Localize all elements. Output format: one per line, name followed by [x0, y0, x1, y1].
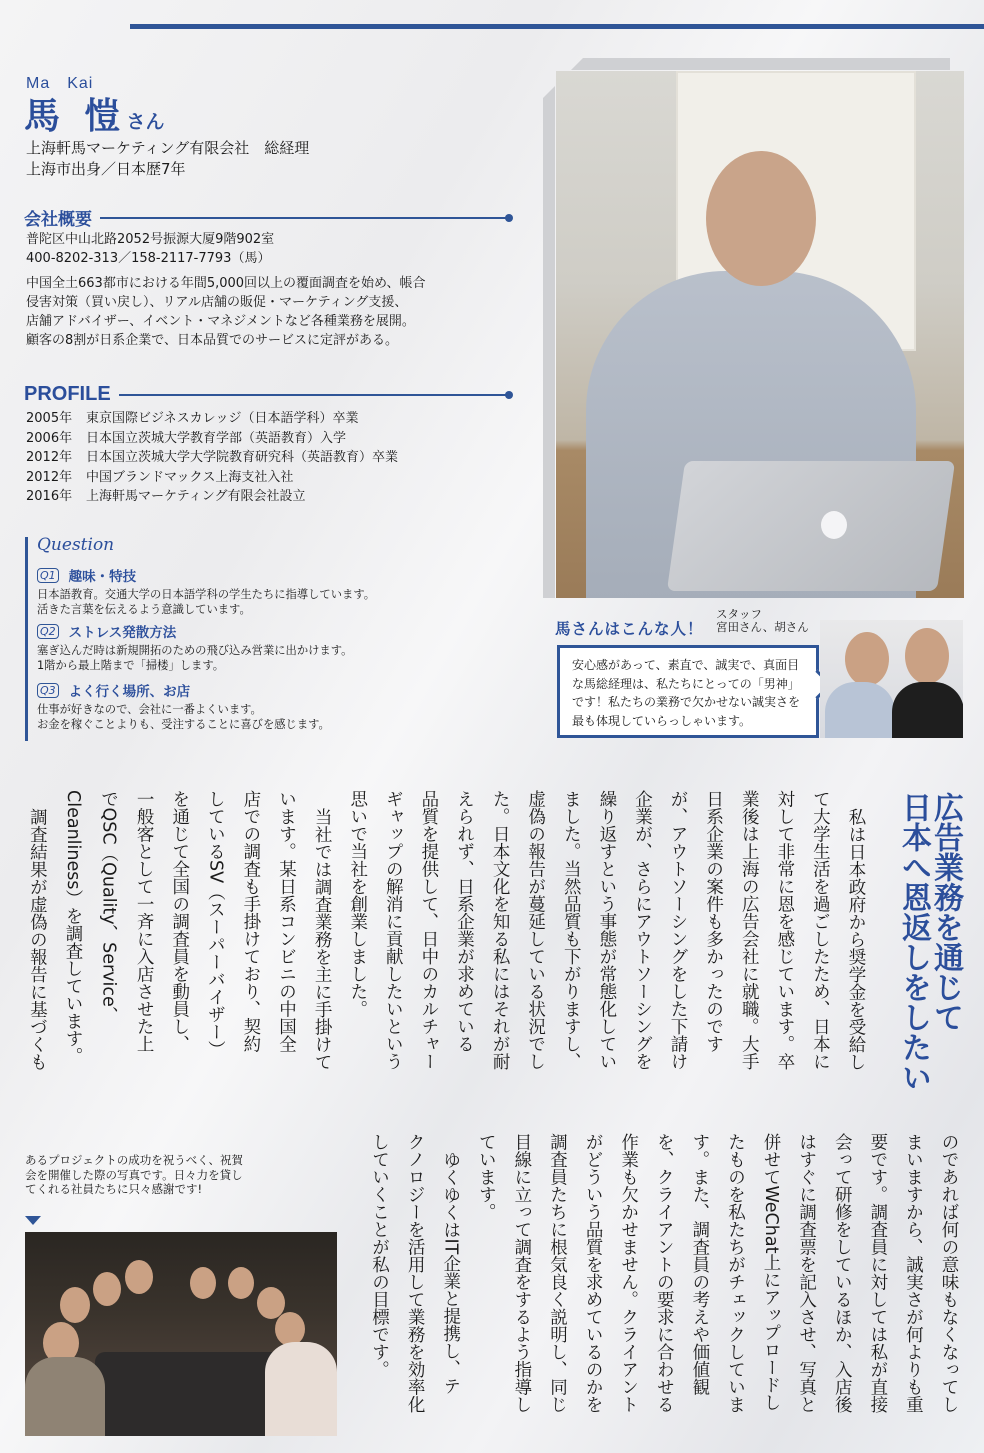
name-kanji	[24, 88, 165, 139]
desc-line: 中国全土663都市における年間5,000回以上の覆面調査を始め、帳合	[26, 276, 426, 291]
origin: 上海市出身／日本歴7年	[26, 160, 186, 178]
text-column: て大学生活を過ごしたため、日本に	[810, 790, 831, 1070]
question-text: よく行く場所、お店	[68, 684, 191, 700]
answer-line: 活きた言葉を伝えるよう意識しています。	[37, 602, 251, 616]
article-upper-body	[19, 790, 873, 1070]
answer-line: 仕事が好きなので、会社に一番よくいます。	[37, 703, 262, 716]
person-body	[265, 1342, 337, 1436]
text-column: 私は日本政府から奨学金を受給し	[846, 807, 866, 1070]
text-column: 思いで当社を創業しました。	[347, 790, 368, 1018]
staff-face	[905, 628, 949, 684]
history-event: 中国ブランドマックス上海支社入社	[86, 469, 294, 485]
text-column: 対して非常に恩を感じています。卒	[774, 790, 795, 1070]
staff-quote: 安心感があって、素直で、誠実で、真面目な馬総経理は、私たちにとっての「男神」です！私たちの業務で欠かせない誠実さを最も体現していらっしゃいます。	[572, 658, 801, 728]
question-item	[37, 680, 495, 732]
text-column: を通じて全国の調査員を動員し、	[169, 790, 190, 1053]
text-column: 要です。調査員に対しては私が直接	[867, 1133, 888, 1413]
question-item	[37, 621, 495, 673]
staff-photo	[820, 620, 963, 738]
top-rule	[130, 24, 984, 29]
job-title: 上海軒馬マーケティング有限会社 総経理	[26, 139, 310, 157]
text-column: 調査員たちに根気良く説明し、同じ	[547, 1133, 568, 1413]
company-heading	[24, 205, 510, 230]
history-event: 東京国際ビジネスカレッジ（日本語学科）卒業	[86, 411, 359, 426]
history-row	[26, 448, 398, 468]
text-column: ています。	[476, 1133, 497, 1221]
text-column: はすぐに調査票を記入させ、写真と	[796, 1133, 817, 1413]
text-column: が、アウトソーシングをした下請け	[668, 790, 689, 1070]
question-heading: Question	[37, 535, 115, 555]
text-column: ギャップの解消に貢献したいという	[383, 790, 404, 1070]
article-headline	[897, 792, 961, 1092]
text-column: たものを私たちがチェックしていま	[725, 1133, 746, 1413]
portrait-photo	[556, 71, 964, 598]
staff-quote-bubble	[557, 645, 819, 738]
person-face	[228, 1267, 254, 1299]
question-number: Q1	[37, 568, 59, 583]
text-column: 会って研修をしているほか、入店後	[832, 1133, 853, 1413]
answer-line: 塞ぎ込んだ時は新規開拓のための飛び込み営業に出かけます。	[37, 644, 353, 657]
profile-history	[26, 409, 398, 507]
text-column: 併せてWeChat上にアップロードし	[761, 1133, 782, 1411]
photo-caption: あるプロジェクトの成功を祝うべく、祝賀会を開催した際の写真です。日々力を貸してくれる社員たちに只々感謝です!	[25, 1153, 244, 1196]
company-address: 普陀区中山北路2052号振源大厦9階902室	[26, 232, 275, 247]
person-face	[125, 1260, 153, 1294]
answer-line: お金を稼ぐことよりも、受注することに喜びを感じます。	[37, 717, 330, 731]
role-info	[26, 138, 309, 180]
laptop	[667, 461, 955, 591]
history-event: 日本国立茨城大学大学院教育研究科（英語教育）卒業	[86, 450, 399, 465]
person-face	[60, 1287, 90, 1323]
staff-names	[716, 608, 809, 634]
article-lower-body	[361, 1133, 966, 1413]
text-column: す。また、調査員の考えや価値観	[689, 1133, 710, 1396]
heading-rule	[100, 217, 510, 219]
answer-line: 日本語教育。交通大学の日本語学科の学生たちに指導しています。	[37, 588, 376, 601]
question-item	[37, 565, 495, 617]
text-column: 虚偽の報告が蔓延している状況でし	[525, 790, 546, 1070]
company-contact	[26, 231, 274, 268]
staff-face	[845, 632, 889, 686]
company-heading-text: 会社概要	[24, 210, 92, 230]
person-body	[25, 1357, 105, 1436]
question-box	[25, 537, 495, 741]
desc-line: 顧客の8割が日系企業で、日本品質でのサービスに定評がある。	[26, 333, 399, 348]
history-year: 2006年	[26, 430, 73, 446]
text-column: でQSC（Quality、Service、	[98, 790, 119, 1025]
staff-body	[892, 682, 963, 738]
headline-line: 日本へ恩返しをしたい	[896, 792, 931, 1092]
question-number: Q2	[37, 624, 59, 639]
text-column: 目線に立って調査をするよう指導し	[511, 1133, 532, 1413]
text-column: を、クライアントの要求に合わせる	[654, 1133, 675, 1413]
company-description	[26, 274, 426, 350]
headline-line: 広告業務を通じて	[928, 792, 963, 1032]
text-column: まいますから、誠実さが何よりも重	[903, 1133, 924, 1413]
history-event: 日本国立茨城大学教育学部（英語教育）入学	[86, 430, 347, 446]
history-year: 2005年	[26, 411, 73, 426]
text-column: 繰り返すという事態が常態化してい	[596, 790, 617, 1070]
text-column: 調査結果が虚偽の報告に基づくも	[27, 807, 48, 1070]
text-column: がどういう品質を求めているのかを	[583, 1133, 604, 1413]
person-face	[190, 1267, 216, 1299]
question-number: Q3	[37, 683, 59, 698]
profile-heading-text: PROFILE	[24, 383, 111, 405]
text-column: えられず、日系企業が求めている	[454, 790, 475, 1053]
desc-line: 店舗アドバイザー、イベント・マネジメントなど各種業務を展開。	[26, 314, 415, 329]
name-kanji-text: 馬 愷	[24, 96, 127, 137]
person-face	[93, 1272, 121, 1306]
answer-line: 1階から最上階まで「掃楼」します。	[37, 658, 225, 672]
history-row	[26, 468, 398, 488]
staff-heading: 馬さんはこんな人！	[555, 620, 704, 638]
text-column: Cleanliness）を調査しています。	[62, 790, 83, 1065]
text-column: 作業も欠かせません。クライアント	[618, 1133, 639, 1413]
text-column: 企業が、さらにアウトソーシングを	[632, 790, 653, 1070]
caption-pointer-icon	[25, 1216, 41, 1225]
text-column: 当社では調査業務を主に手掛けて	[312, 807, 333, 1070]
staff-label: スタッフ	[716, 607, 762, 621]
text-column: た。日本文化を知る私にはそれが耐	[490, 790, 511, 1070]
history-year: 2016年	[26, 489, 73, 504]
staff-name-list: 宮田さん、胡さん	[716, 620, 809, 634]
party-photo	[25, 1232, 337, 1436]
text-column: のであれば何の意味もなくなってし	[939, 1133, 959, 1413]
desc-line: 侵害対策（買い戻し）、リアル店舗の販促・マーケティング支援、	[26, 295, 408, 310]
history-row	[26, 429, 398, 449]
text-column: 店での調査も手掛けており、契約	[240, 790, 261, 1053]
text-column: 品質を提供して、日中のカルチャー	[418, 790, 439, 1070]
text-column: 一般客として一斉に入店させた上	[134, 790, 155, 1053]
profile-heading	[24, 383, 510, 406]
question-text: ストレス発散方法	[68, 625, 177, 641]
history-event: 上海軒馬マーケティング有限会社設立	[86, 489, 306, 504]
text-column: していくことが私の目標です。	[369, 1133, 390, 1378]
apple-logo-icon	[821, 511, 847, 539]
text-column: ゆくゆくはIT企業と提携し、テ	[440, 1150, 461, 1394]
staff-body	[825, 682, 895, 738]
text-column: 日系企業の案件も多かったのです	[703, 790, 724, 1053]
honorific: さん	[126, 111, 165, 133]
history-year: 2012年	[26, 469, 73, 485]
heading-rule	[119, 394, 510, 396]
text-column: クノロジーを活用して業務を効率化	[405, 1133, 426, 1413]
history-row	[26, 409, 398, 429]
person-head	[706, 151, 816, 286]
text-column: います。某日系コンビニの中国全	[276, 790, 297, 1053]
question-text: 趣味・特技	[68, 569, 137, 585]
text-column: 業後は上海の広告会社に就職。大手	[739, 790, 760, 1070]
company-phone: 400-8202-313／158-2117-7793（馬）	[26, 250, 271, 266]
history-year: 2012年	[26, 450, 73, 465]
name-romaji: Ma Kai	[26, 75, 94, 92]
text-column: ました。当然品質も下がりますし、	[561, 790, 582, 1070]
text-column: しているSV（スーパーバイザー）	[205, 790, 226, 1059]
history-row	[26, 487, 398, 507]
person-face	[275, 1312, 305, 1346]
